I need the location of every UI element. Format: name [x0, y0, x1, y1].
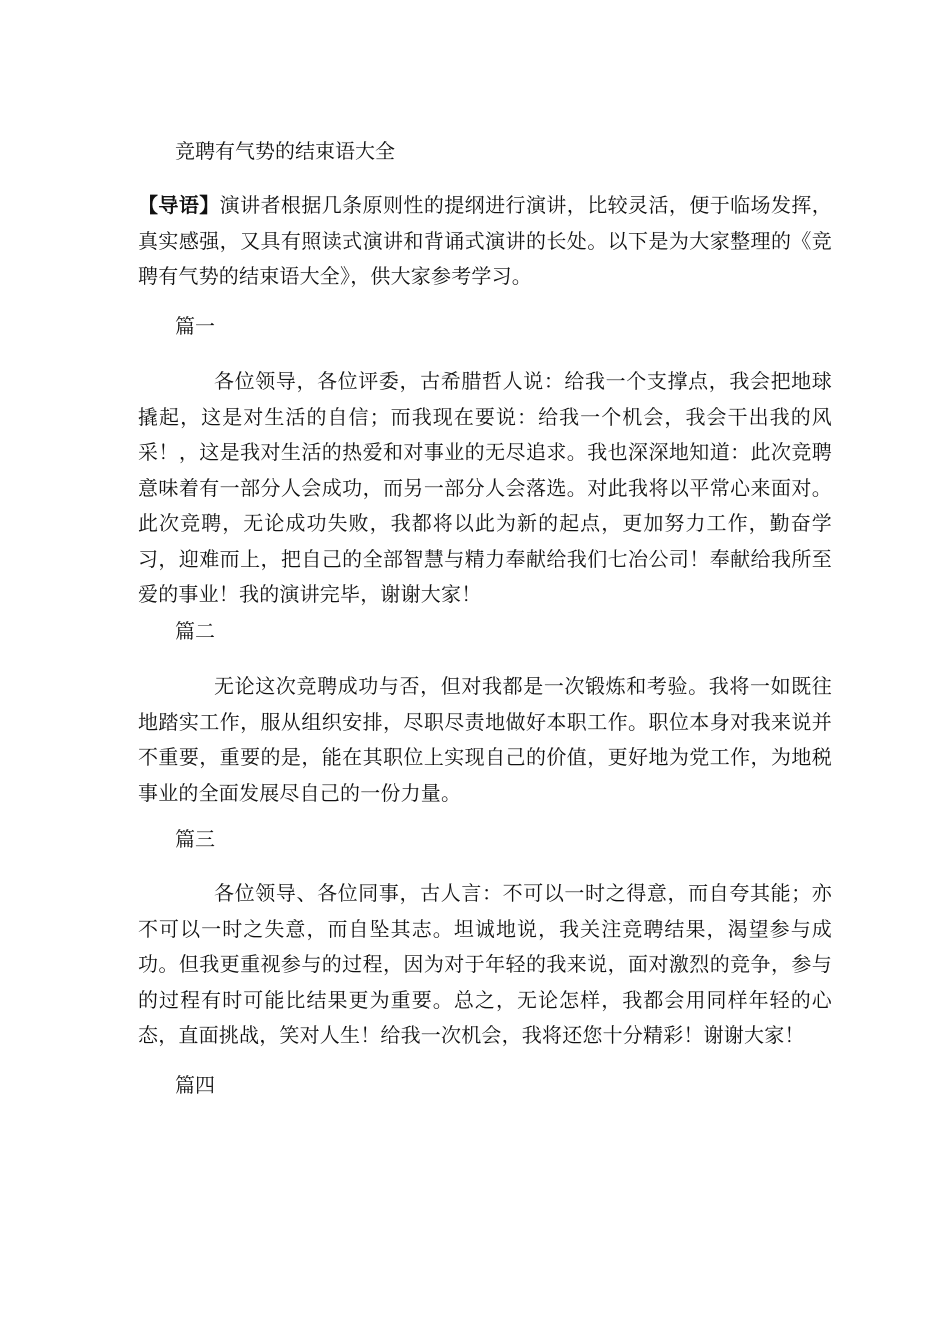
section-heading-1: 篇一: [175, 314, 215, 338]
section-heading-3: 篇三: [175, 827, 215, 851]
section-heading-2: 篇二: [175, 619, 215, 643]
section-body-3: 各位领导、各位同事，古人言：不可以一时之得意，而自夸其能；亦不可以一时之失意，而自坠其志。坦诚地说，我关注竞聘结果，渴望参与成功。但我更重视参与的过程，因为对于年轻的我来说，面对激烈的竞争，参与的过程有时可能比结果更为重要。总之，无论怎样，我都会用同样年轻的心态，直面挑战，笑对人生！给我一次机会，我将还您十分精彩！谢谢大家！: [138, 881, 832, 1047]
intro-text: 演讲者根据几条原则性的提纲进行演讲，比较灵活，便于临场发挥，真实感强，又具有照读式演讲和背诵式演讲的长处。以下是为大家整理的《竞聘有气势的结束语大全》，供大家参考学习。: [138, 193, 832, 288]
section-heading-4: 篇四: [175, 1073, 215, 1097]
intro-tag: 【导语】: [138, 193, 220, 217]
document-title: 竞聘有气势的结束语大全: [175, 139, 395, 163]
intro-paragraph: [138, 188, 832, 295]
section-body-1: 各位领导，各位评委，古希腊哲人说：给我一个支撑点，我会把地球撬起，这是对生活的自信；而我现在要说：给我一个机会，我会干出我的风采！，这是我对生活的热爱和对事业的无尽追求。我也深深地知道：此次竞聘意味着有一部分人会成功，而另一部分人会落选。对此我将以平常心来面对。此次竞聘，无论成功失败，我都将以此为新的起点，更加努力工作，勤奋学习，迎难而上，把自己的全部智慧与精力奉献给我们七冶公司！奉献给我所至爱的事业！我的演讲完毕，谢谢大家！: [138, 369, 832, 606]
section-body-2: 无论这次竞聘成功与否，但对我都是一次锻炼和考验。我将一如既往地踏实工作，服从组织安排，尽职尽责地做好本职工作。职位本身对我来说并不重要，重要的是，能在其职位上实现自己的价值，更好地为党工作，为地税事业的全面发展尽自己的一份力量。: [138, 674, 832, 805]
